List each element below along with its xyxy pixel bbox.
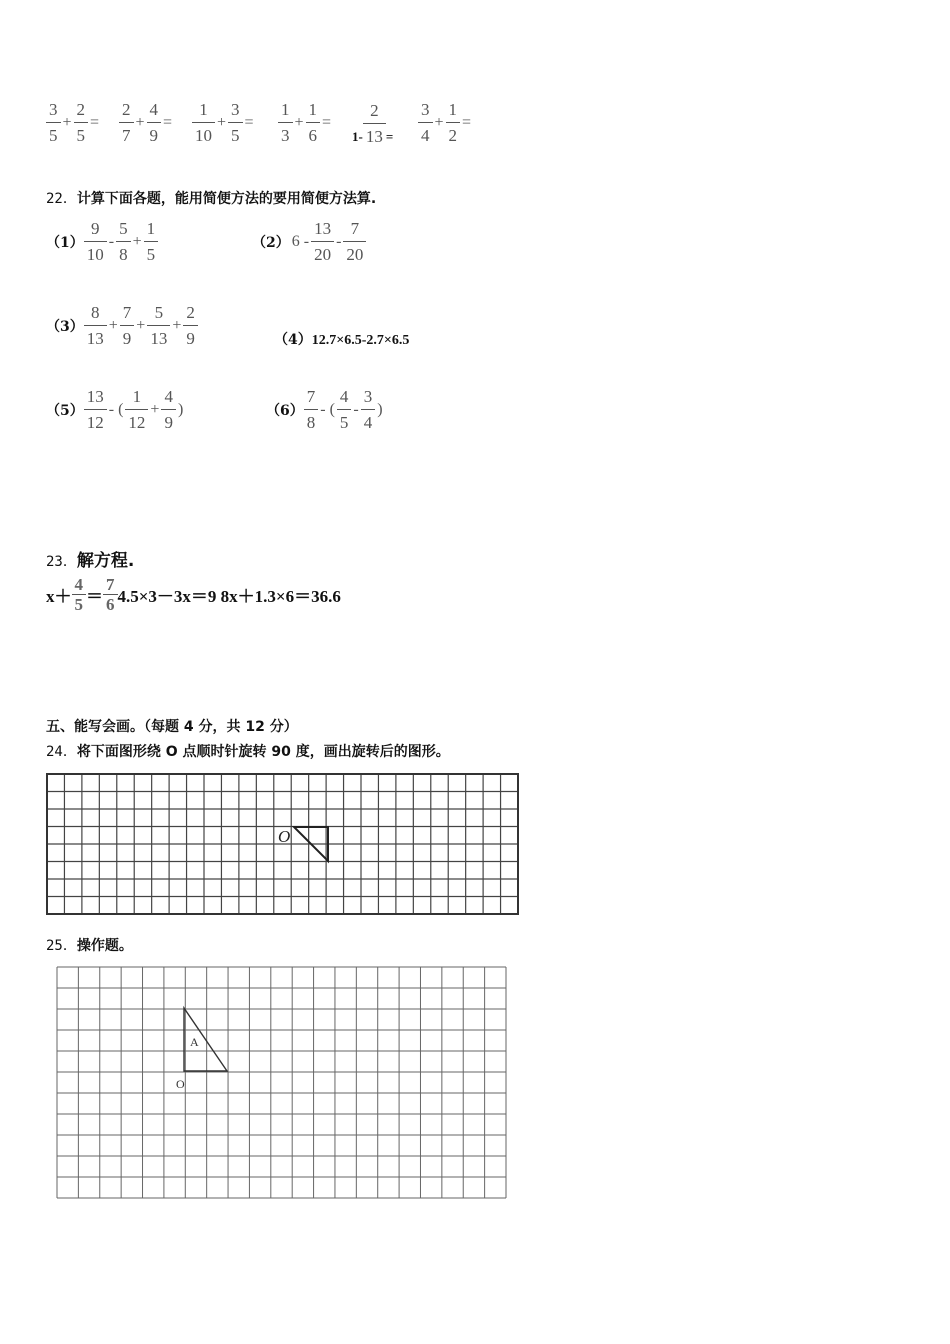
fraction: $\frac{3}{5}$ (46, 101, 61, 144)
fraction: $\frac{13}{12}$ (84, 388, 107, 431)
fraction: $\frac{2}{9}$ (183, 304, 198, 347)
row1-expr-4: $\frac{1}{3}$ + $\frac{1}{6}$ = (278, 101, 333, 144)
fraction: $\frac{2}{7}$ (119, 101, 134, 144)
fraction: $\frac{7}{20}$ (343, 220, 366, 263)
row1-expr-3: $\frac{1}{10}$ + $\frac{3}{5}$ = (192, 101, 256, 144)
row1-expr-1: $\frac{3}{5}$ + $\frac{2}{5}$ = (46, 101, 101, 144)
fraction: $\frac{1}{6}$ (306, 101, 321, 144)
fraction: $\frac{1}{2}$ (446, 101, 461, 144)
q25-title: 25．操作题。 (46, 938, 133, 954)
row1-expr-5: 1- $\frac{2}{13}$ = (352, 100, 394, 146)
fraction: $\frac{3}{5}$ (228, 101, 243, 144)
fraction: $\frac{5}{13}$ (147, 304, 170, 347)
fraction: $\frac{1}{5}$ (144, 220, 159, 263)
fraction: $\frac{9}{10}$ (84, 220, 107, 263)
fraction: $\frac{1}{3}$ (278, 101, 293, 144)
q24-title: 24．将下面图形绕 O 点顺时针旋转 90 度，画出旋转后的图形。 (46, 744, 450, 760)
fraction: $\frac{5}{8}$ (116, 220, 131, 263)
q22-problem-1: （1） $\frac{9}{10}$ - $\frac{5}{8}$ + $\frac{1}{5}$ (46, 220, 158, 263)
fraction: $\frac{1}{12}$ (125, 388, 148, 431)
q22-title: 22．计算下面各题，能用简便方法的要用简便方法算. (46, 191, 377, 207)
q22-problem-2: （2） 6 - $\frac{13}{20}$ - $\frac{7}{20}$ (252, 220, 366, 263)
row1-expr-6: $\frac{3}{4}$ + $\frac{1}{2}$ = (418, 101, 473, 144)
fraction: $\frac{7}{8}$ (304, 388, 319, 431)
q25-grid (57, 967, 506, 1198)
row1-expr-2: $\frac{2}{7}$ + $\frac{4}{9}$ = (119, 101, 174, 144)
fraction: $\frac{13}{20}$ (311, 220, 334, 263)
q24-grid-figure (46, 773, 521, 918)
fraction: $\frac{4}{9}$ (147, 101, 162, 144)
q25-point-o: O (176, 1077, 185, 1091)
fraction: $\frac{7}{9}$ (120, 304, 135, 347)
fraction: $\frac{7}{6}$ (103, 576, 118, 613)
q25-shape-label: A (190, 1035, 199, 1049)
q22-problem-3: （3） $\frac{8}{13}$ + $\frac{7}{9}$ + $\frac{5}{13}$ + $\frac{2}{9}$ (46, 304, 198, 347)
fraction: $\frac{4}{5}$ (337, 388, 352, 431)
fraction: $\frac{3}{4}$ (418, 101, 433, 144)
fraction: $\frac{3}{4}$ (361, 388, 376, 431)
q24-point-o: O (278, 827, 291, 846)
fraction: $\frac{2}{13}$ (363, 102, 386, 145)
q22-problem-4: （4）12.7×6.5-2.7×6.5 (274, 332, 410, 348)
fraction: $\frac{1}{10}$ (192, 101, 215, 144)
fraction: $\frac{2}{5}$ (74, 101, 89, 144)
q23-title: 23．解方程. (46, 551, 135, 571)
q22-problem-5: （5） $\frac{13}{12}$ - ( $\frac{1}{12}$ + $\frac{4}{9}$ ) (46, 387, 184, 432)
q23-equations: x＋ $\frac{4}{5}$ ＝ $\frac{7}{6}$ 4.5×3－3x＝9 8x＋1.3×6＝36.6 (46, 575, 341, 614)
q22-problem-6: （6） $\frac{7}{8}$ - ( $\frac{4}{5}$ - $\frac{3}{4}$ ) (266, 387, 383, 432)
fraction: $\frac{8}{13}$ (84, 304, 107, 347)
fraction: $\frac{4}{5}$ (72, 576, 87, 613)
section5-title: 五、能写会画。（每题 4 分，共 12 分） (46, 719, 298, 735)
fraction: $\frac{4}{9}$ (161, 388, 176, 431)
q25-grid-figure (56, 966, 508, 1200)
